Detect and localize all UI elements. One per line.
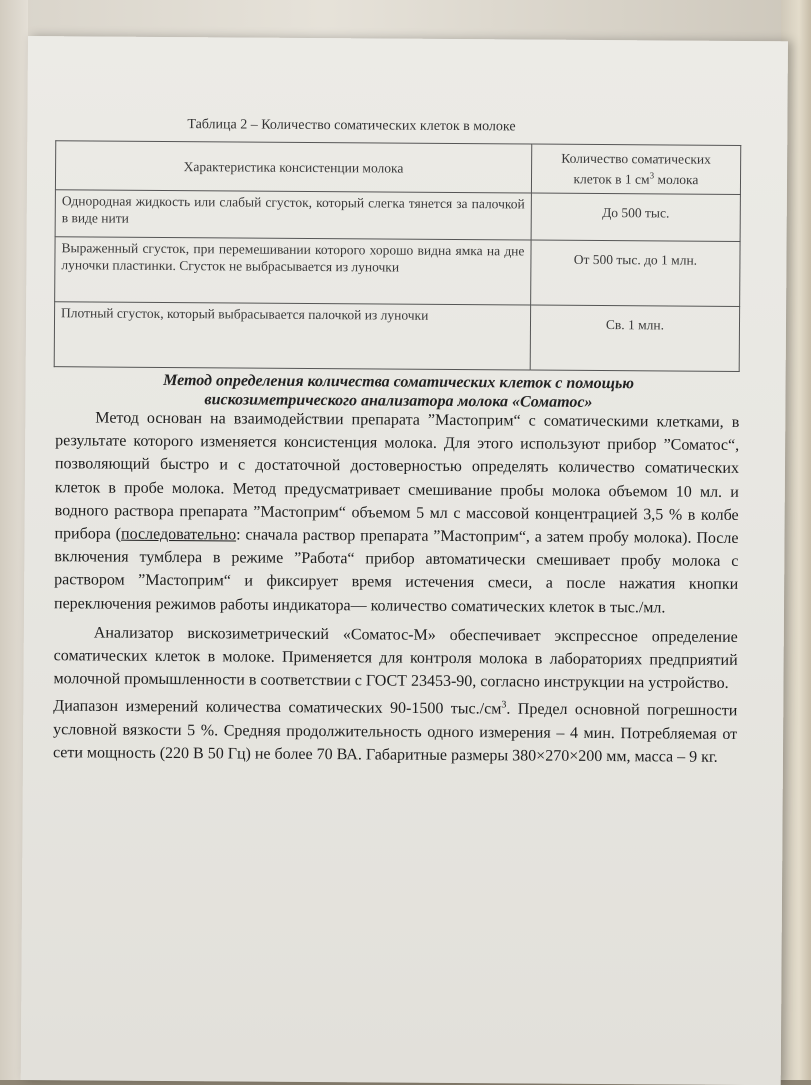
row-description: Однородная жидкость или слабый сгусток, который слегка тянется за палочкой в виде нити xyxy=(55,190,531,240)
paragraph-1-text-b: : сначала раствор препарата ”Мастоприм“, а затем пробу молока). После включения тумблера в режиме ”Работа“ прибор автоматически смешивает пробу молока с раствором ”Мастоприм“ и фиксирует время истечения смеси, а после нажатия кнопки переключения режимов работы индикатора— количество соматических клеток в тыс./мл. xyxy=(53,526,739,617)
header-count-line2-post: молока xyxy=(654,172,699,188)
document-page xyxy=(21,36,788,1085)
table-caption: Таблица 2 – Количество соматических клеток в молоке xyxy=(187,117,516,135)
table-row xyxy=(55,190,740,242)
method-heading-line2: вискозиметрического анализатора молока «Соматос» xyxy=(204,391,593,411)
row-count: Св. 1 млн. xyxy=(530,305,740,371)
method-body xyxy=(53,406,739,769)
method-heading-line1: Метод определения количества соматических клеток с помощью xyxy=(163,371,635,393)
paragraph-3 xyxy=(53,691,737,770)
underlined-word: последовательно xyxy=(120,525,237,544)
table-row xyxy=(55,237,740,307)
header-count-line2-pre: клеток в 1 см xyxy=(573,171,650,188)
paragraph-1 xyxy=(54,406,739,620)
row-description: Плотный сгусток, который выбрасывается палочкой из луночки xyxy=(54,302,530,370)
paragraph-3-sup: 3 xyxy=(501,699,507,711)
header-count xyxy=(531,144,740,194)
somatic-cells-table xyxy=(54,140,742,372)
paragraph-3-text-b: . Предел основной погрешности условной вязкости 5 %. Средняя продолжительность одного измерения – 4 мин. Потребляемая от сети мощность (220 В 50 Гц) не более 70 ВА. Габаритные размеры 380×270×200 мм, масса – 9 кг. xyxy=(52,701,738,767)
row-description: Выраженный сгусток, при перемешивании которого хорошо видна ямка на дне луночки пластинки. Сгусток не выбрасывается из луночки xyxy=(55,237,531,305)
table-row xyxy=(54,302,739,372)
paragraph-2: Анализатор вискозиметрический «Соматос-М» обеспечивает экспрессное определение соматических клеток в молоке. Применяется для контроля молока в лабораториях предприятий молочной промышленности в соответствии с ГОСТ 23453-90, согласно инструкции на устройство. xyxy=(53,624,738,693)
row-count: От 500 тыс. до 1 млн. xyxy=(531,240,741,306)
paragraph-3-text-a: Диапазон измерений количества соматических 90-1500 тыс./см xyxy=(53,697,502,719)
header-count-line1: Количество соматических xyxy=(561,150,711,168)
table-header-row xyxy=(55,141,740,195)
paragraph-1-text-a: Метод основан на взаимодействии препарата ”Мастоприм“ с соматическими клетками, в результате которого изменяется консистенция молока. Для этого используют прибор ”Соматос“, позволяющий быстро и с достаточной достоверностью определять количество соматических клеток в пробе молока. Метод предусматривает смешивание пробы молока объемом 10 мл. и водного раствора препарата ”Мастоприм“ объемом 5 мл с массовой концентрацией 3,5 % в колбе прибора ( xyxy=(54,409,740,543)
header-consistency: Характеристика консистенции молока xyxy=(55,141,531,193)
header-count-sup: 3 xyxy=(649,170,655,181)
row-count: До 500 тыс. xyxy=(531,193,740,241)
